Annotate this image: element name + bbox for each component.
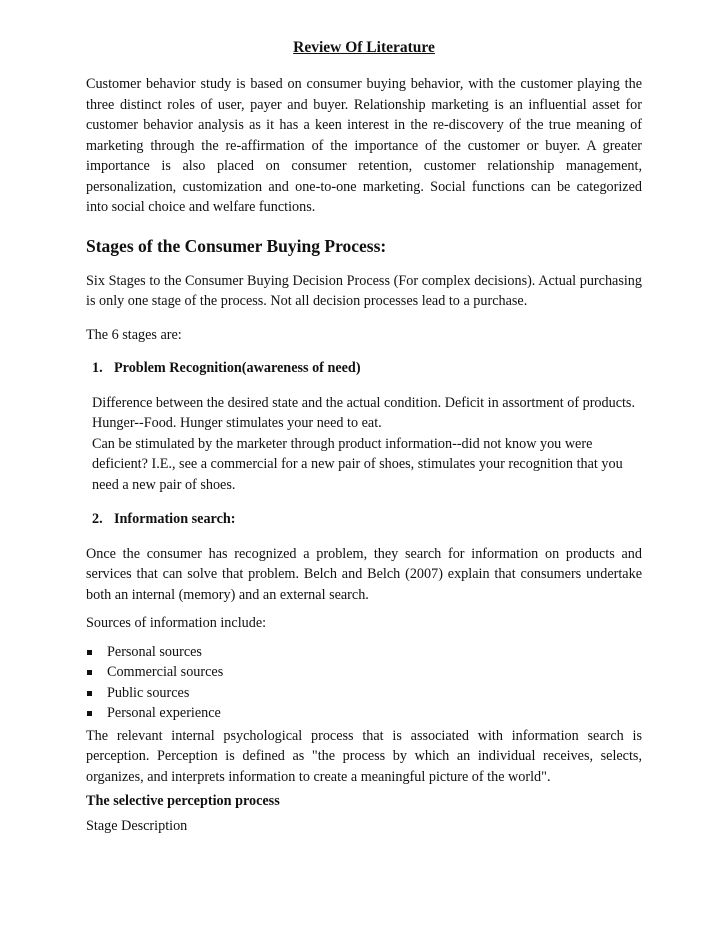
stage-1-line: Hunger--Food. Hunger stimulates your need to eat. [92,415,382,431]
perception-paragraph: The relevant internal psychological process that is associated with information search is perception. Perception is defined as "the process by which an individual receives, selects, organizes, and interprets information to create a meaningful picture of the world". [86,727,642,785]
stage-2-title: Information search: [114,511,236,527]
section-heading: Stages of the Consumer Buying Process: [86,235,387,256]
list-item: Personal sources [86,642,642,663]
sources-intro: Sources of information include: [86,615,267,631]
square-bullet-icon [87,670,92,675]
square-bullet-icon [87,691,92,696]
intro-paragraph: Customer behavior study is based on consumer buying behavior, with the customer playing the three distinct roles of user, payer and buyer. Relationship marketing is an influential asset for customer behavior analysis as it has a keen interest in the re-discovery of the true meaning of marketing through the re-affirmation of the importance of the customer or buyer. A greater importance is also placed on consumer retention, customer relationship management, personalization, customization and one-to-one marketing. Social functions can be categorized into social choice and welfare functions. [86,76,642,215]
stage-1-line: need a new pair of shoes. [92,476,236,493]
square-bullet-icon [87,711,92,716]
list-item: Commercial sources [86,662,642,683]
stages-intro: The 6 stages are: [86,326,182,343]
list-item: Personal experience [86,703,642,724]
stage-2-number: 2. [92,511,103,527]
stage-description-label: Stage Description [86,817,188,834]
stage-2-paragraph: Once the consumer has recognized a problem, they search for information on products and services that can solve that problem. Belch and Belch (2007) explain that consumers undertake both an internal (memory) and an external search. [86,545,642,603]
stage-1-line: Can be stimulated by the marketer through product information--did not know you were [92,435,593,452]
stage-1-line: deficient? I.E., see a commercial for a new pair of shoes, stimulates your recognition that you [92,456,623,472]
stage-1-description [92,393,642,496]
sources-list [86,642,642,724]
selective-perception-heading: The selective perception process [86,793,280,809]
list-item: Public sources [86,683,642,704]
stage-1-title: Problem Recognition(awareness of need) [114,360,361,376]
stage-1-number: 1. [92,360,103,376]
six-stages-paragraph: Six Stages to the Consumer Buying Decision Process (For complex decisions). Actual purchasing is only one stage of the process. Not all decision processes lead to a purchase. [86,272,642,309]
page-title: Review Of Literature [293,39,435,56]
stage-1-heading [92,358,642,379]
square-bullet-icon [87,650,92,655]
stage-1-line: Difference between the desired state and the actual condition. Deficit in assortment of products. [92,394,636,411]
stage-2-heading [92,509,642,530]
